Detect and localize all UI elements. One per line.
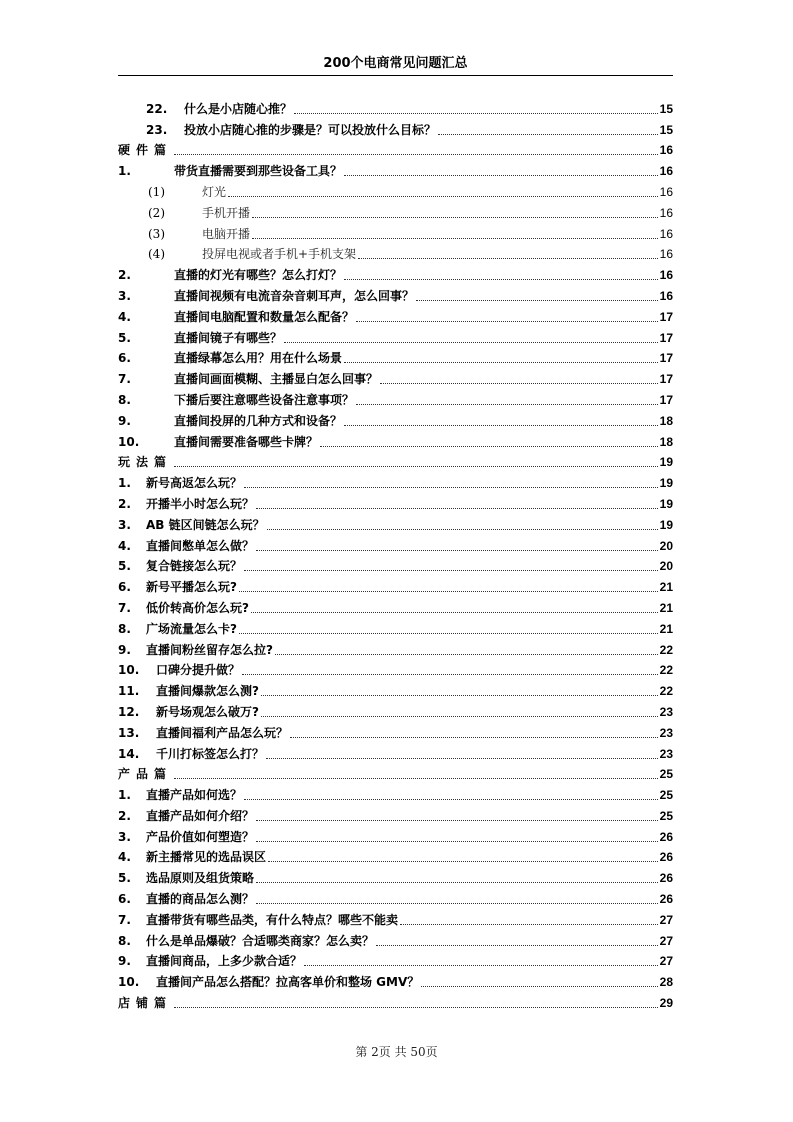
toc-entry-number: 11. bbox=[118, 684, 140, 699]
toc-entry[interactable] bbox=[118, 928, 673, 949]
dot-leader bbox=[174, 154, 658, 155]
toc-entry[interactable] bbox=[118, 824, 673, 845]
toc-entry[interactable] bbox=[118, 387, 673, 408]
toc-entry-number: 8. bbox=[118, 392, 131, 407]
dot-leader bbox=[275, 654, 658, 655]
toc-entry-page-number: 23 bbox=[659, 746, 673, 761]
toc-entry-number: (1) bbox=[148, 184, 165, 199]
toc-entry[interactable] bbox=[118, 283, 673, 304]
toc-entry-number: 12. bbox=[118, 704, 140, 719]
toc-entry-page-number: 18 bbox=[659, 413, 673, 428]
toc-entry-title: 直播的灯光有哪些？怎么打灯？ bbox=[174, 268, 343, 283]
toc-entry-page-number: 19 bbox=[659, 517, 673, 532]
dot-leader bbox=[268, 861, 658, 862]
toc-entry-title: 直播产品如何选？ bbox=[146, 788, 243, 803]
toc-entry-title: 带货直播需要到那些设备工具？ bbox=[174, 164, 343, 179]
toc-entry[interactable] bbox=[118, 242, 673, 263]
toc-entry-page-number: 17 bbox=[659, 330, 673, 345]
dot-leader bbox=[174, 1007, 658, 1008]
toc-entry-title: 复合链接怎么玩？ bbox=[146, 559, 243, 574]
toc-entry-number: 3. bbox=[118, 829, 131, 844]
toc-entry-number: 6. bbox=[118, 351, 131, 366]
toc-entry-title: 新号平播怎么玩? bbox=[146, 580, 237, 595]
toc-entry[interactable] bbox=[118, 554, 673, 575]
toc-entry-title: 新号场观怎么破万? bbox=[156, 704, 259, 719]
toc-entry-title: 新主播常见的选品误区 bbox=[146, 850, 267, 865]
toc-entry-number: 22. bbox=[146, 101, 168, 116]
dot-leader bbox=[421, 986, 657, 987]
toc-entry[interactable] bbox=[118, 720, 673, 741]
toc-entry-page-number: 28 bbox=[659, 975, 673, 990]
toc-entry-page-number: 23 bbox=[659, 704, 673, 719]
dot-leader bbox=[256, 550, 658, 551]
toc-entry[interactable] bbox=[118, 907, 673, 928]
toc-entry[interactable] bbox=[118, 96, 673, 117]
toc-entry[interactable] bbox=[118, 470, 673, 491]
toc-entry-number: 10. bbox=[118, 975, 140, 990]
toc-entry[interactable] bbox=[118, 200, 673, 221]
toc-entry-page-number: 19 bbox=[659, 476, 673, 491]
toc-entry-title: 直播间镜子有哪些？ bbox=[174, 330, 283, 345]
toc-entry[interactable] bbox=[118, 408, 673, 429]
dot-leader bbox=[256, 882, 658, 883]
toc-entry-page-number: 16 bbox=[659, 184, 673, 199]
dot-leader bbox=[252, 238, 658, 239]
dot-leader bbox=[174, 466, 658, 467]
toc-entry-page-number: 26 bbox=[659, 850, 673, 865]
toc-entry-number: 2. bbox=[118, 496, 131, 511]
toc-entry-title: 直播产品如何介绍？ bbox=[146, 808, 255, 823]
toc-entry[interactable] bbox=[118, 803, 673, 824]
toc-entry-number: 10. bbox=[118, 434, 140, 449]
toc-entry-page-number: 27 bbox=[659, 912, 673, 927]
toc-entry-number: 7. bbox=[118, 372, 131, 387]
toc-entry-page-number: 22 bbox=[659, 642, 673, 657]
toc-entry-number: 1. bbox=[118, 476, 131, 491]
toc-entry-title: 直播间投屏的几种方式和设备？ bbox=[174, 413, 343, 428]
toc-entry-page-number: 18 bbox=[659, 434, 673, 449]
toc-entry-page-number: 27 bbox=[659, 954, 673, 969]
toc-entry-title: 产品篇 bbox=[118, 767, 173, 782]
dot-leader bbox=[261, 716, 658, 717]
dot-leader bbox=[261, 695, 658, 696]
dot-leader bbox=[244, 799, 658, 800]
toc-entry-title: 投放小店随心推的步骤是？可以投放什么目标？ bbox=[184, 122, 437, 137]
toc-entry-number: 6. bbox=[118, 580, 131, 595]
dot-leader bbox=[267, 529, 658, 530]
toc-entry-page-number: 16 bbox=[659, 164, 673, 179]
toc-section-heading[interactable] bbox=[118, 450, 673, 471]
dot-leader bbox=[256, 508, 658, 509]
toc-entry-number: 9. bbox=[118, 954, 131, 969]
toc-entry[interactable] bbox=[118, 865, 673, 886]
dot-leader bbox=[344, 425, 658, 426]
toc-entry-number: 4. bbox=[118, 309, 131, 324]
toc-entry-page-number: 16 bbox=[659, 268, 673, 283]
toc-entry[interactable] bbox=[118, 658, 673, 679]
dot-leader bbox=[376, 945, 658, 946]
toc-entry-number: 2. bbox=[118, 268, 131, 283]
toc-entry[interactable] bbox=[118, 741, 673, 762]
toc-entry[interactable] bbox=[118, 616, 673, 637]
toc-entry-page-number: 25 bbox=[659, 788, 673, 803]
dot-leader bbox=[344, 175, 658, 176]
toc-entry-page-number: 17 bbox=[659, 351, 673, 366]
toc-entry[interactable] bbox=[118, 429, 673, 450]
toc-entry[interactable] bbox=[118, 699, 673, 720]
toc-entry-number: 23. bbox=[146, 122, 168, 137]
toc-entry-title: 新号高返怎么玩？ bbox=[146, 476, 243, 491]
toc-entry-number: (2) bbox=[148, 205, 165, 220]
toc-entry-title: 广场流量怎么卡? bbox=[146, 621, 237, 636]
dot-leader bbox=[252, 217, 658, 218]
toc-entry-page-number: 15 bbox=[659, 101, 673, 116]
toc-section-heading[interactable] bbox=[118, 138, 673, 159]
toc-entry-number: (4) bbox=[148, 247, 165, 262]
toc-entry[interactable] bbox=[118, 512, 673, 533]
toc-entry-number: 1. bbox=[118, 164, 131, 179]
toc-entry-number: 5. bbox=[118, 330, 131, 345]
toc-entry[interactable] bbox=[118, 158, 673, 179]
toc-entry-title: 低价转高价怎么玩? bbox=[146, 600, 249, 615]
toc-entry-title: 口碑分提升做？ bbox=[156, 663, 241, 678]
toc-entry-page-number: 21 bbox=[659, 580, 673, 595]
table-of-contents bbox=[118, 96, 673, 1011]
toc-entry-title: 选品原则及组货策略 bbox=[146, 871, 255, 886]
toc-entry-title: 直播间粉丝留存怎么拉? bbox=[146, 642, 273, 657]
toc-entry-title: AB 链区间链怎么玩？ bbox=[146, 517, 265, 532]
toc-entry-page-number: 29 bbox=[659, 996, 673, 1011]
toc-entry-number: (3) bbox=[148, 226, 165, 241]
toc-entry-title: 直播间需要准备哪些卡牌？ bbox=[174, 434, 319, 449]
toc-entry[interactable] bbox=[118, 346, 673, 367]
toc-entry-number: 4. bbox=[118, 538, 131, 553]
toc-entry[interactable] bbox=[118, 845, 673, 866]
toc-entry[interactable] bbox=[118, 533, 673, 554]
dot-leader bbox=[320, 446, 658, 447]
toc-entry-page-number: 16 bbox=[659, 226, 673, 241]
dot-leader bbox=[290, 737, 658, 738]
toc-entry[interactable] bbox=[118, 221, 673, 242]
toc-entry-number: 4. bbox=[118, 850, 131, 865]
toc-entry-title: 千川打标签怎么打？ bbox=[156, 746, 265, 761]
toc-entry-page-number: 25 bbox=[659, 808, 673, 823]
toc-entry[interactable] bbox=[118, 969, 673, 990]
toc-entry-page-number: 19 bbox=[659, 496, 673, 511]
dot-leader bbox=[356, 404, 658, 405]
toc-entry-page-number: 17 bbox=[659, 392, 673, 407]
toc-entry-title: 直播绿幕怎么用？用在什么场景 bbox=[174, 351, 343, 366]
toc-entry[interactable] bbox=[118, 949, 673, 970]
toc-entry[interactable] bbox=[118, 179, 673, 200]
toc-entry-number: 10. bbox=[118, 663, 140, 678]
dot-leader bbox=[256, 903, 658, 904]
toc-entry-title: 店铺篇 bbox=[118, 996, 173, 1011]
toc-entry-number: 9. bbox=[118, 642, 131, 657]
toc-entry-title: 什么是单品爆破？合适哪类商家？怎么卖？ bbox=[146, 933, 375, 948]
dot-leader bbox=[284, 342, 658, 343]
toc-entry-page-number: 22 bbox=[659, 663, 673, 678]
dot-leader bbox=[358, 258, 658, 259]
toc-entry-title: 玩法篇 bbox=[118, 455, 173, 470]
toc-entry-number: 7. bbox=[118, 912, 131, 927]
dot-leader bbox=[228, 196, 658, 197]
dot-leader bbox=[239, 633, 658, 634]
toc-entry[interactable] bbox=[118, 782, 673, 803]
toc-entry[interactable] bbox=[118, 637, 673, 658]
toc-entry-page-number: 20 bbox=[659, 559, 673, 574]
toc-entry-number: 1. bbox=[118, 788, 131, 803]
dot-leader bbox=[380, 383, 658, 384]
dot-leader bbox=[251, 612, 658, 613]
toc-entry-title: 直播间视频有电流音杂音刺耳声，怎么回事？ bbox=[174, 288, 415, 303]
toc-entry-page-number: 16 bbox=[659, 143, 673, 158]
toc-entry-title: 什么是小店随心推？ bbox=[184, 101, 293, 116]
page-footer: 第 2页 共 50页 bbox=[355, 1045, 438, 1059]
toc-entry-number: 7. bbox=[118, 600, 131, 615]
toc-entry-page-number: 17 bbox=[659, 309, 673, 324]
toc-entry-number: 5. bbox=[118, 559, 131, 574]
toc-entry-number: 2. bbox=[118, 808, 131, 823]
dot-leader bbox=[304, 965, 658, 966]
toc-entry-number: 3. bbox=[118, 517, 131, 532]
toc-entry-number: 14. bbox=[118, 746, 140, 761]
toc-entry-page-number: 26 bbox=[659, 871, 673, 886]
dot-leader bbox=[239, 591, 658, 592]
toc-section-heading[interactable] bbox=[118, 990, 673, 1011]
toc-entry-title: 直播间福利产品怎么玩？ bbox=[156, 725, 289, 740]
toc-entry[interactable] bbox=[118, 366, 673, 387]
toc-entry-page-number: 27 bbox=[659, 933, 673, 948]
toc-entry-number: 5. bbox=[118, 871, 131, 886]
toc-entry[interactable] bbox=[118, 325, 673, 346]
toc-entry[interactable] bbox=[118, 491, 673, 512]
toc-entry-number: 13. bbox=[118, 725, 140, 740]
toc-entry-number: 6. bbox=[118, 892, 131, 907]
toc-entry-page-number: 15 bbox=[659, 122, 673, 137]
toc-entry[interactable] bbox=[118, 678, 673, 699]
toc-entry-title: 直播间商品，上多少款合适？ bbox=[146, 954, 303, 969]
toc-entry-title: 直播带货有哪些品类，有什么特点？哪些不能卖 bbox=[146, 912, 399, 927]
toc-entry-title: 灯光 bbox=[202, 184, 227, 199]
dot-leader bbox=[356, 321, 658, 322]
dot-leader bbox=[266, 758, 658, 759]
toc-entry-title: 手机开播 bbox=[202, 205, 251, 220]
toc-entry[interactable] bbox=[118, 595, 673, 616]
toc-entry-title: 投屏电视或者手机+手机支架 bbox=[202, 247, 357, 262]
toc-entry-page-number: 26 bbox=[659, 829, 673, 844]
toc-entry-page-number: 16 bbox=[659, 288, 673, 303]
toc-entry-page-number: 16 bbox=[659, 205, 673, 220]
dot-leader bbox=[416, 300, 658, 301]
toc-entry-page-number: 25 bbox=[659, 767, 673, 782]
dot-leader bbox=[244, 487, 658, 488]
toc-entry[interactable] bbox=[118, 262, 673, 283]
toc-entry-page-number: 26 bbox=[659, 892, 673, 907]
toc-entry-number: 8. bbox=[118, 621, 131, 636]
dot-leader bbox=[344, 279, 658, 280]
toc-entry-page-number: 21 bbox=[659, 621, 673, 636]
dot-leader bbox=[438, 134, 658, 135]
toc-entry[interactable] bbox=[118, 117, 673, 138]
dot-leader bbox=[174, 778, 658, 779]
dot-leader bbox=[244, 570, 658, 571]
toc-entry[interactable] bbox=[118, 304, 673, 325]
toc-entry-number: 8. bbox=[118, 933, 131, 948]
toc-entry-title: 下播后要注意哪些设备注意事项？ bbox=[174, 392, 355, 407]
dot-leader bbox=[344, 362, 658, 363]
toc-entry-title: 直播间爆款怎么测? bbox=[156, 684, 259, 699]
toc-entry-title: 开播半小时怎么玩？ bbox=[146, 496, 255, 511]
toc-entry-title: 直播间憋单怎么做？ bbox=[146, 538, 255, 553]
dot-leader bbox=[256, 820, 658, 821]
dot-leader bbox=[242, 674, 658, 675]
dot-leader bbox=[294, 113, 658, 114]
toc-entry-page-number: 22 bbox=[659, 684, 673, 699]
page-header-title: 200个电商常见问题汇总 bbox=[323, 56, 468, 71]
dot-leader bbox=[400, 924, 658, 925]
toc-entry-number: 9. bbox=[118, 413, 131, 428]
toc-entry-page-number: 20 bbox=[659, 538, 673, 553]
toc-entry[interactable] bbox=[118, 886, 673, 907]
toc-entry-title: 产品价值如何塑造？ bbox=[146, 829, 255, 844]
toc-entry[interactable] bbox=[118, 574, 673, 595]
toc-entry-title: 直播间画面模糊、主播显白怎么回事？ bbox=[174, 372, 379, 387]
toc-entry-title: 直播的商品怎么测？ bbox=[146, 892, 255, 907]
toc-entry-title: 硬件篇 bbox=[118, 143, 173, 158]
toc-entry-title: 直播间产品怎么搭配？拉高客单价和整场 GMV？ bbox=[156, 975, 420, 990]
toc-entry-title: 电脑开播 bbox=[202, 226, 251, 241]
toc-entry-title: 直播间电脑配置和数量怎么配备？ bbox=[174, 309, 355, 324]
dot-leader bbox=[256, 841, 658, 842]
toc-entry-page-number: 21 bbox=[659, 600, 673, 615]
toc-section-heading[interactable] bbox=[118, 762, 673, 783]
toc-entry-page-number: 16 bbox=[659, 247, 673, 262]
toc-entry-page-number: 19 bbox=[659, 455, 673, 470]
header-rule bbox=[118, 75, 673, 76]
toc-entry-page-number: 17 bbox=[659, 372, 673, 387]
toc-entry-number: 3. bbox=[118, 288, 131, 303]
toc-entry-page-number: 23 bbox=[659, 725, 673, 740]
